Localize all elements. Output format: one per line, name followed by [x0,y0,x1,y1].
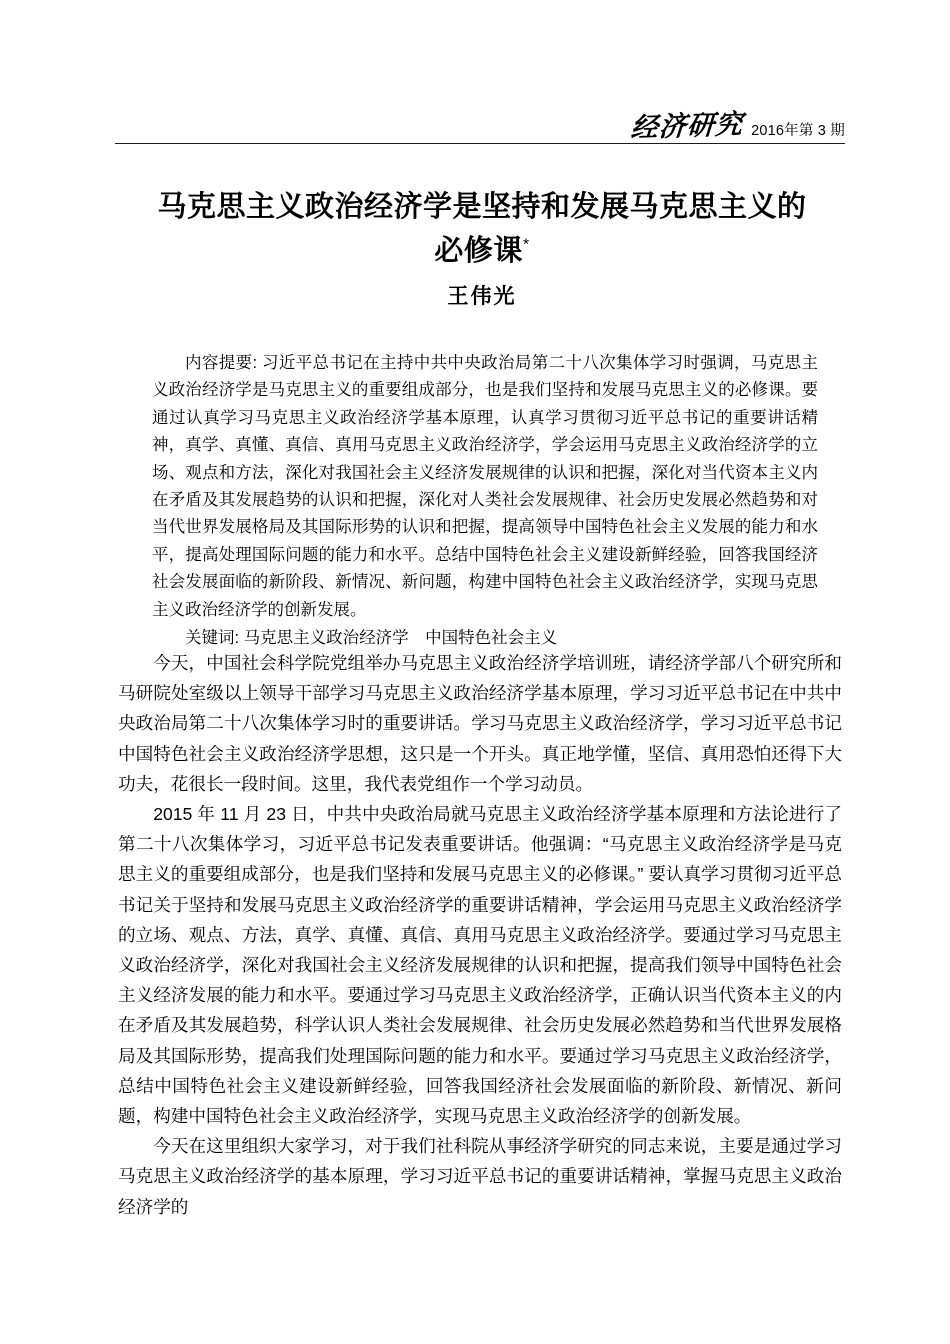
abstract-paragraph: 内容提要: 习近平总书记在主持中共中央政治局第二十八次集体学习时强调，马克思主义政治经济学是马克思主义的重要组成部分，也是我们坚持和发展马克思主义的必修课。要通过认真学习马克思主义政治经济学基本原理，认真学习贯彻习近平总书记的重要讲话精神，真学、真懂、真信、真用马克思主义政治经济学，学会运用马克思主义政治经济学的立场、观点和方法，深化对我国社会主义经济发展规律的认识和把握，深化对当代资本主义内在矛盾及其发展趋势的认识和把握，深化对人类社会发展规律、社会历史发展必然趋势和对当代世界发展格局及其国际形势的认识和把握，提高领导中国特色社会主义发展的能力和水平，提高处理国际问题的能力和水平。总结中国特色社会主义建设新鲜经验，回答我国经济社会发展面临的新阶段、新情况、新问题，构建中国特色社会主义政治经济学，实现马克思主义政治经济学的创新发展。 [152,354,818,619]
issue-label: 2016年第 3 期 [751,122,845,139]
keywords-line: 关键词: 马克思主义政治经济学 中国特色社会主义 [185,629,558,648]
body-text [118,648,842,1222]
body-paragraph: 2015 年 11 月 23 日，中共中央政治局就马克思主义政治经济学基本原理和方法论进行了第二十八次集体学习，习近平总书记发表重要讲话。他强调：“马克思主义政治经济学是马克思主义的重要组成部分，也是我们坚持和发展马克思主义的必修课。” 要认真学习贯彻习近平总书记关于坚持和发展马克思主义政治经济学的重要讲话精神，学会运用马克思主义政治经济学的立场、观点、方法，真学、真懂、真信、真用马克思主义政治经济学。要通过学习马克思主义政治经济学，深化对我国社会主义经济发展规律的认识和把握，提高我们领导中国特色社会主义经济发展的能力和水平。要通过学习马克思主义政治经济学，正确认识当代资本主义的内在矛盾及其发展趋势，科学认识人类社会发展规律、社会历史发展必然趋势和当代世界发展格局及其国际形势，提高我们处理国际问题的能力和水平。要通过学习马克思主义政治经济学，总结中国特色社会主义建设新鲜经验，回答我国经济社会发展面临的新阶段、新情况、新问题，构建中国特色社会主义政治经济学，实现马克思主义政治经济学的创新发展。 [118,804,842,1127]
article-title-text: 马克思主义政治经济学是坚持和发展马克思主义的必修课 [157,191,807,268]
author-name: 王伟光 [447,285,517,308]
running-head [115,96,845,144]
body-paragraph: 今天，中国社会科学院党组举办马克思主义政治经济学培训班，请经济学部八个研究所和马研院处室级以上领导干部学习马克思主义政治经济学基本原理，学习习近平总书记在中共中央政治局第二十八次集体学习时的重要讲话。学习马克思主义政治经济学，学习习近平总书记中国特色社会主义政治经济学思想，这只是一个开头。真正地学懂，坚信、真用恐怕还得下大功夫，花很长一段时间。这里，我代表党组作一个学习动员。 [118,653,842,794]
abstract-block [152,350,818,652]
body-paragraph: 今天在这里组织大家学习，对于我们社科院从事经济学研究的同志来说，主要是通过学习马克思主义政治经济学的基本原理，学习习近平总书记的重要讲话精神，掌握马克思主义政治经济学的 [118,1136,842,1217]
page-title [152,185,812,273]
journal-logo: 经济研究 [629,109,745,143]
title-footnote-marker: * [522,236,530,254]
